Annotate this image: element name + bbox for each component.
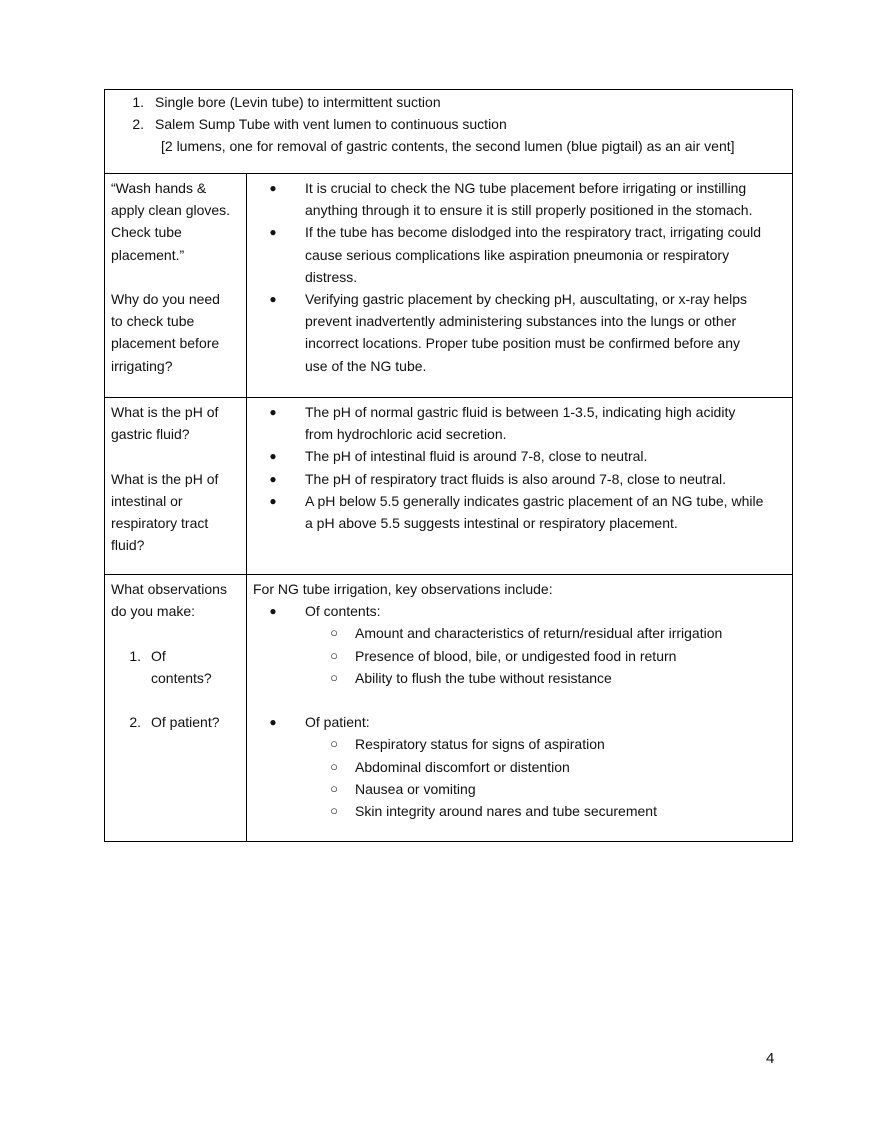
list-text: Single bore (Levin tube) to intermittent suction <box>155 94 441 110</box>
circle-bullet-icon: ○ <box>330 669 338 685</box>
bullet-icon: ● <box>269 181 277 195</box>
table-row-ph-values <box>105 397 792 574</box>
circle-bullet-icon: ○ <box>330 736 338 752</box>
list-item: ○ Respiratory status for signs of aspiration <box>253 733 786 755</box>
question-text: Check tube <box>111 224 182 241</box>
list-item: ● Verifying gastric placement by checking pH, auscultating, or x-ray helps prevent inadvertently administering substances into the lungs or other incorrect locations. Proper tube position must be confirmed before any use of the NG tube. <box>253 288 786 377</box>
table-row-check-placement <box>105 173 792 397</box>
bullet-icon: ● <box>269 715 277 730</box>
question-text: to check tube <box>111 313 195 330</box>
list-item: ○ Abdominal discomfort or distention <box>253 756 786 778</box>
table-row-observations <box>105 574 792 841</box>
list-item: ○ Skin integrity around nares and tube securement <box>253 800 786 822</box>
tube-types-cell <box>105 90 792 173</box>
list-item: ● A pH below 5.5 generally indicates gastric placement of an NG tube, while a pH above 5.5 suggests intestinal or respiratory placement. <box>253 490 786 534</box>
answer-cell <box>247 575 792 841</box>
list-item: ● If the tube has become dislodged into the respiratory tract, irrigating could cause serious complications like aspiration pneumonia or respiratory distress. <box>253 221 786 288</box>
list-item: ○ Nausea or vomiting <box>253 778 786 800</box>
question-text: “Wash hands & <box>111 180 207 196</box>
contents-label: Of contents: <box>305 603 381 620</box>
list-item <box>253 600 786 622</box>
lumen-note: [2 lumens, one for removal of gastric contents, the second lumen (blue pigtail) as an air vent] <box>161 138 735 155</box>
question-text: placement before <box>111 335 220 352</box>
bullet-icon: ● <box>269 471 277 486</box>
list-item: ● The pH of respiratory tract fluids is also around 7-8, close to neutral. <box>253 468 786 490</box>
bullet-icon: ● <box>269 493 277 508</box>
list-item <box>111 91 786 113</box>
observations-intro: For NG tube irrigation, key observations include: <box>253 581 553 597</box>
question-text: What observations <box>111 581 227 597</box>
circle-bullet-icon: ○ <box>330 758 338 774</box>
answer-cell <box>247 174 792 397</box>
question-text: What is the pH of <box>111 404 219 420</box>
question-text: respiratory tract <box>111 515 209 531</box>
list-item: ● It is crucial to check the NG tube placement before irrigating or instilling anything through it to ensure it is still properly positioned in the stomach. <box>253 177 786 221</box>
question-text: intestinal or <box>111 492 183 509</box>
list-number: 1. <box>132 94 144 110</box>
circle-bullet-icon: ○ <box>330 780 338 796</box>
list-item: 2. Of patient? <box>111 711 240 733</box>
circle-bullet-icon: ○ <box>330 803 338 819</box>
question-text: placement.” <box>111 246 185 263</box>
bullet-icon: ● <box>269 292 277 307</box>
question-text: gastric fluid? <box>111 426 190 443</box>
bullet-icon: ● <box>269 225 277 240</box>
list-item: ○ Amount and characteristics of return/residual after irrigation <box>253 622 786 644</box>
notes-table <box>104 89 793 842</box>
list-item: ● The pH of normal gastric fluid is between 1-3.5, indicating high acidity from hydrochloric acid secretion. <box>253 401 786 445</box>
question-text: fluid? <box>111 537 145 554</box>
list-number: 2. <box>132 116 144 133</box>
circle-bullet-icon: ○ <box>330 625 338 641</box>
list-number: 2. <box>129 714 141 731</box>
list-item <box>253 711 786 733</box>
question-text: Why do you need <box>111 291 220 307</box>
question-cell <box>105 174 247 397</box>
question-cell <box>105 398 247 574</box>
bullet-icon: ● <box>269 604 277 619</box>
answer-cell <box>247 398 792 574</box>
list-item: ● The pH of intestinal fluid is around 7-8, close to neutral. <box>253 445 786 467</box>
question-text: apply clean gloves. <box>111 202 231 219</box>
table-row-tube-types <box>105 90 792 173</box>
bullet-icon: ● <box>269 449 277 464</box>
list-number: 1. <box>129 647 141 664</box>
circle-bullet-icon: ○ <box>330 647 338 663</box>
question-text: irrigating? <box>111 357 173 374</box>
list-item: ○ Ability to flush the tube without resistance <box>253 667 786 689</box>
list-item: ○ Presence of blood, bile, or undigested food in return <box>253 645 786 667</box>
list-item: 1. Of contents? <box>111 645 240 689</box>
question-text: What is the pH of <box>111 470 219 487</box>
bullet-icon: ● <box>269 405 277 419</box>
list-text: Salem Sump Tube with vent lumen to continuous suction <box>155 116 507 133</box>
list-item <box>111 113 786 135</box>
question-cell <box>105 575 247 841</box>
page-number: 4 <box>766 1050 775 1067</box>
patient-label: Of patient: <box>305 714 370 731</box>
question-text: do you make: <box>111 603 196 620</box>
